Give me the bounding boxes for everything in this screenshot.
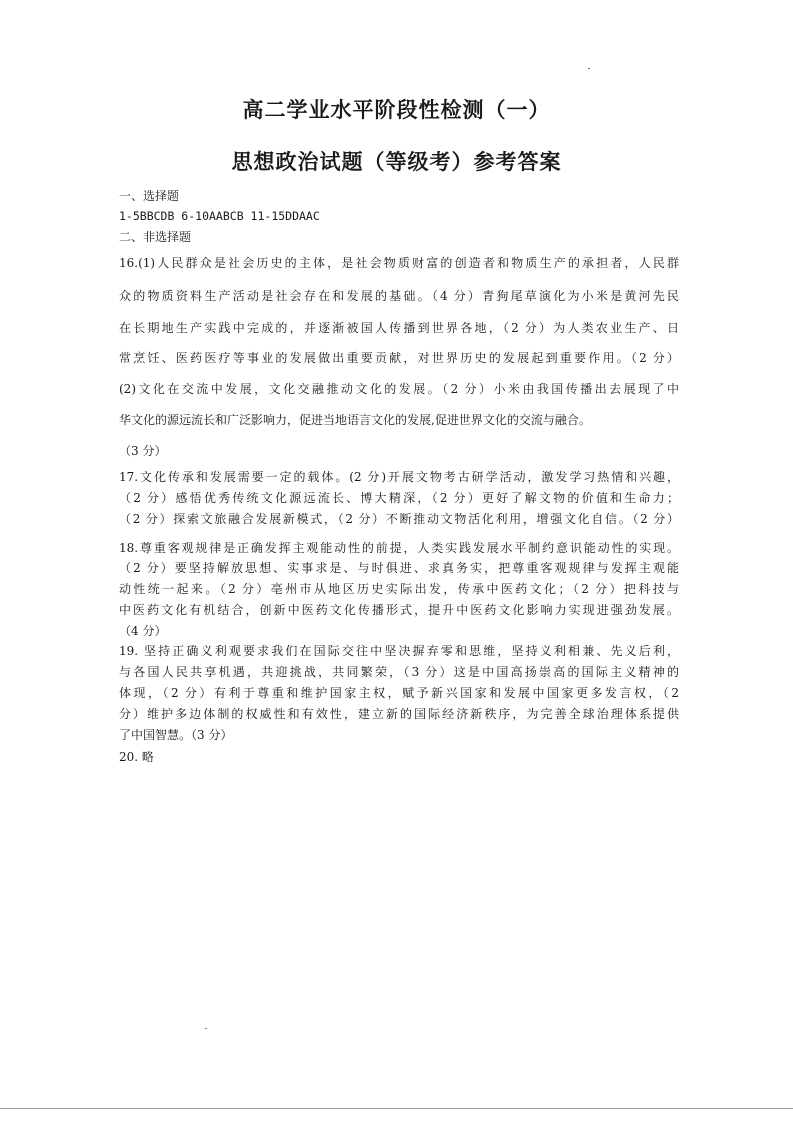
q17-line: 17.文化传承和发展需要一定的载体。(2 分)开展文物考古研学活动，激发学习热情和兴趣， <box>119 470 679 484</box>
q16-line: 常烹饪、医药医疗等事业的发展做出重要贡献，对世界历史的发展起到重要作用。（2 分） <box>119 351 679 365</box>
q18-line: （2 分）要坚持解放思想、实事求是、与时俱进、求真务实，把尊重客观规律与发挥主观能 <box>119 561 679 575</box>
q18-line: 中医药文化有机结合，创新中医药文化传播形式，提升中医药文化影响力实现进强劲发展。 <box>119 603 679 617</box>
q16-line: 16.(1)人民群众是社会历史的主体，是社会物质财富的创造者和物质生产的承担者，人民群 <box>119 256 679 270</box>
document-title: 高二学业水平阶段性检测（一） <box>242 97 551 122</box>
q19-line: 体现，（2 分）有利于尊重和维护国家主权，赋予新兴国家和发展中国家更多发言权，（2 <box>119 686 679 700</box>
choice-answers: 1-5BBCDB 6-10AABCB 11-15DDAAC <box>119 209 320 223</box>
q19-line: 19. 坚持正确义利观要求我们在国际交往中坚决摒弃零和思维，坚持义利相兼、先义后利， <box>119 644 679 658</box>
q17-line: （2 分）感悟优秀传统文化源远流长、博大精深，（2 分）更好了解文物的价值和生命力； <box>119 491 679 505</box>
q16-line: 在长期地生产实践中完成的，并逐渐被国人传播到世界各地，（2 分）为人类农业生产、日 <box>119 321 679 335</box>
choice-section-heading: 一、选择题 <box>119 189 180 203</box>
q19-line: 了中国智慧。（3 分） <box>119 728 233 742</box>
question-20-answer: 20. 略 <box>119 750 154 764</box>
page-bottom-edge <box>0 1108 793 1109</box>
q18-line: 18.尊重客观规律是正确发挥主观能动性的前提，人类实践发展水平制约意识能动性的实现。 <box>119 541 679 555</box>
scan-speck <box>588 68 590 69</box>
scan-speck <box>205 1028 207 1029</box>
q19-line: 分）维护多边体制的权威性和有效性，建立新的国际经济新秩序，为完善全球治理体系提供 <box>119 707 679 721</box>
q16-line: 华文化的源远流长和广泛影响力，促进当地语言文化的发展,促进世界文化的交流与融合。 <box>119 413 591 427</box>
q18-line: 动性统一起来。（2 分）亳州市从地区历史实际出发，传承中医药文化；（2 分）把科技与 <box>119 582 679 596</box>
document-subtitle: 思想政治试题（等级考）参考答案 <box>231 149 562 174</box>
q19-line: 与各国人民共享机遇，共迎挑战，共同繁荣，（3 分）这是中国高扬崇高的国际主义精神的 <box>119 665 679 679</box>
q17-line: （2 分）探索文旅融合发展新模式，（2 分）不断推动文物活化利用，增强文化自信。（2 分） <box>119 512 679 526</box>
q18-line: （4 分） <box>119 624 167 638</box>
q16-line: （3 分） <box>119 444 167 458</box>
nonchoice-section-heading: 二、非选择题 <box>119 230 192 244</box>
q16-line: (2)文化在交流中发展，文化交融推动文化的发展。（2 分）小米由我国传播出去展现了中 <box>119 382 679 396</box>
q16-line: 众的物质资料生产活动是社会存在和发展的基础。（4 分）青狗尾草演化为小米是黄河先民 <box>119 289 679 303</box>
